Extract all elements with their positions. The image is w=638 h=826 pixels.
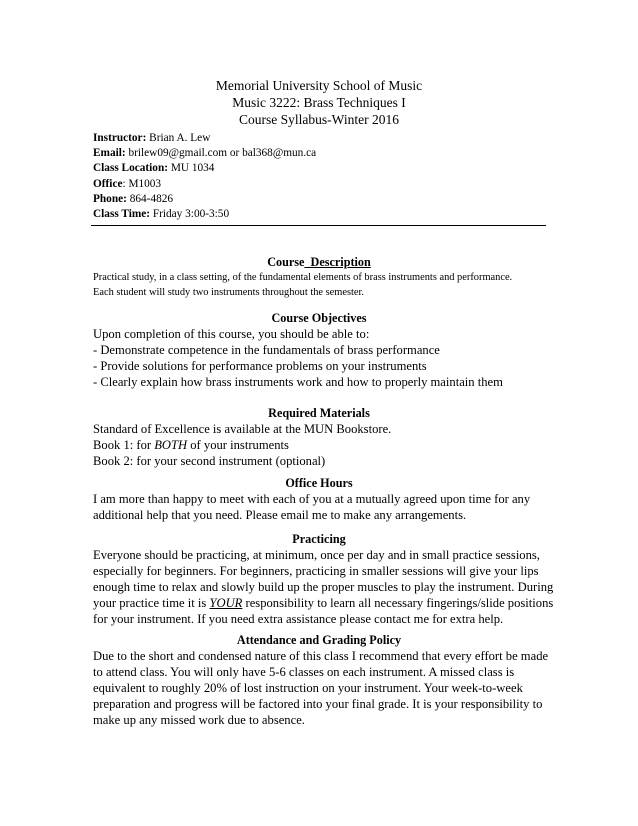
section-title (93, 255, 545, 270)
body-line: Each student will study two instruments throughout the semester. (93, 287, 364, 298)
text-emphasis: YOUR (209, 596, 243, 610)
section-title: Course Objectives (271, 311, 367, 325)
section-body (93, 270, 545, 300)
section-body (93, 491, 545, 523)
section-body (93, 648, 549, 728)
body-line: make up any missed work due to absence. (93, 713, 305, 727)
body-line: Book 2: for your second instrument (optional) (93, 454, 326, 468)
info-email (93, 146, 316, 161)
section-body (93, 326, 545, 390)
body-line: - Provide solutions for performance problems on your instruments (93, 359, 427, 373)
body-line: equivalent to roughly 20% of lost instruction on your instrument. Your week-to-week (93, 681, 523, 695)
title-part-underlined: _Description (304, 255, 371, 269)
info-label: Class Location: (93, 162, 169, 175)
text-run: of your instruments (187, 438, 289, 452)
body-line: additional help that you need. Please email me to make any arrangements. (93, 508, 467, 522)
text-run: responsibility to learn all necessary fingerings/slide positions (242, 596, 554, 610)
info-value: : M1003 (122, 177, 162, 190)
info-label: Email: (93, 147, 126, 160)
body-line: Due to the short and condensed nature of this class I recommend that every effort be made (93, 649, 549, 663)
title-part: Course (267, 255, 305, 269)
header-divider (91, 225, 546, 226)
body-line: for your instrument. If you need extra assistance please contact me for extra help. (93, 612, 504, 626)
info-class-time (93, 207, 316, 222)
section-required-materials (93, 406, 545, 469)
instructor-info (93, 131, 316, 222)
body-line: especially for beginners. For beginners, practicing in smaller sessions will give your lips (93, 564, 539, 578)
info-phone (93, 192, 316, 207)
info-class-location (93, 161, 316, 176)
body-line: enough time to relax and slowly build up the proper muscles to play the instrument. During (93, 580, 554, 594)
section-body (93, 421, 545, 469)
section-title: Office Hours (285, 476, 353, 490)
info-instructor (93, 131, 316, 146)
section-title: Required Materials (268, 406, 370, 420)
section-title: Attendance and Grading Policy (236, 633, 402, 647)
body-line: preparation and progress will be factored into your final grade. It is your responsibility to (93, 697, 543, 711)
text-run: your practice time it is (93, 596, 210, 610)
info-value: MU 1034 (168, 162, 215, 175)
school-name: Memorial University School of Music (215, 78, 423, 93)
info-label: Class Time: (93, 208, 151, 221)
body-line: I am more than happy to meet with each of you at a mutually agreed upon time for any (93, 492, 531, 506)
info-value: 864-4826 (126, 192, 174, 205)
body-line: - Clearly explain how brass instruments work and how to properly maintain them (93, 375, 503, 389)
section-practicing (93, 532, 554, 627)
info-value: Friday 3:00-3:50 (150, 208, 230, 221)
info-value: brilew09@gmail.com or bal368@mun.ca (125, 147, 317, 160)
document-header (0, 77, 638, 128)
text-emphasis: BOTH (154, 438, 188, 452)
section-body (93, 547, 554, 627)
body-line: Upon completion of this course, you should be able to: (93, 327, 370, 341)
section-office-hours (93, 476, 545, 523)
section-course-description (93, 255, 545, 300)
section-course-objectives (93, 311, 545, 390)
body-line (93, 437, 545, 453)
section-title: Practicing (292, 532, 346, 546)
body-line: to attend class. You will only have 5-6 classes on each instrument. A missed class is (93, 665, 515, 679)
body-line: - Demonstrate competence in the fundamentals of brass performance (93, 343, 440, 357)
info-label: Office (93, 177, 123, 190)
text-run: Book 1: for (93, 438, 155, 452)
course-name: Music 3222: Brass Techniques I (232, 95, 406, 110)
info-value: Brian A. Lew (146, 132, 211, 144)
body-line (93, 595, 554, 611)
body-line: Standard of Excellence is available at the MUN Bookstore. (93, 422, 392, 436)
info-label: Phone: (93, 192, 127, 205)
section-attendance-grading (93, 633, 549, 728)
body-line: Practical study, in a class setting, of the fundamental elements of brass instruments and performance. (93, 272, 513, 283)
syllabus-title: Course Syllabus-Winter 2016 (239, 112, 399, 127)
info-label: Instructor: (93, 132, 147, 144)
info-office (93, 177, 316, 192)
body-line: Everyone should be practicing, at minimum, once per day and in small practice sessions, (93, 548, 540, 562)
